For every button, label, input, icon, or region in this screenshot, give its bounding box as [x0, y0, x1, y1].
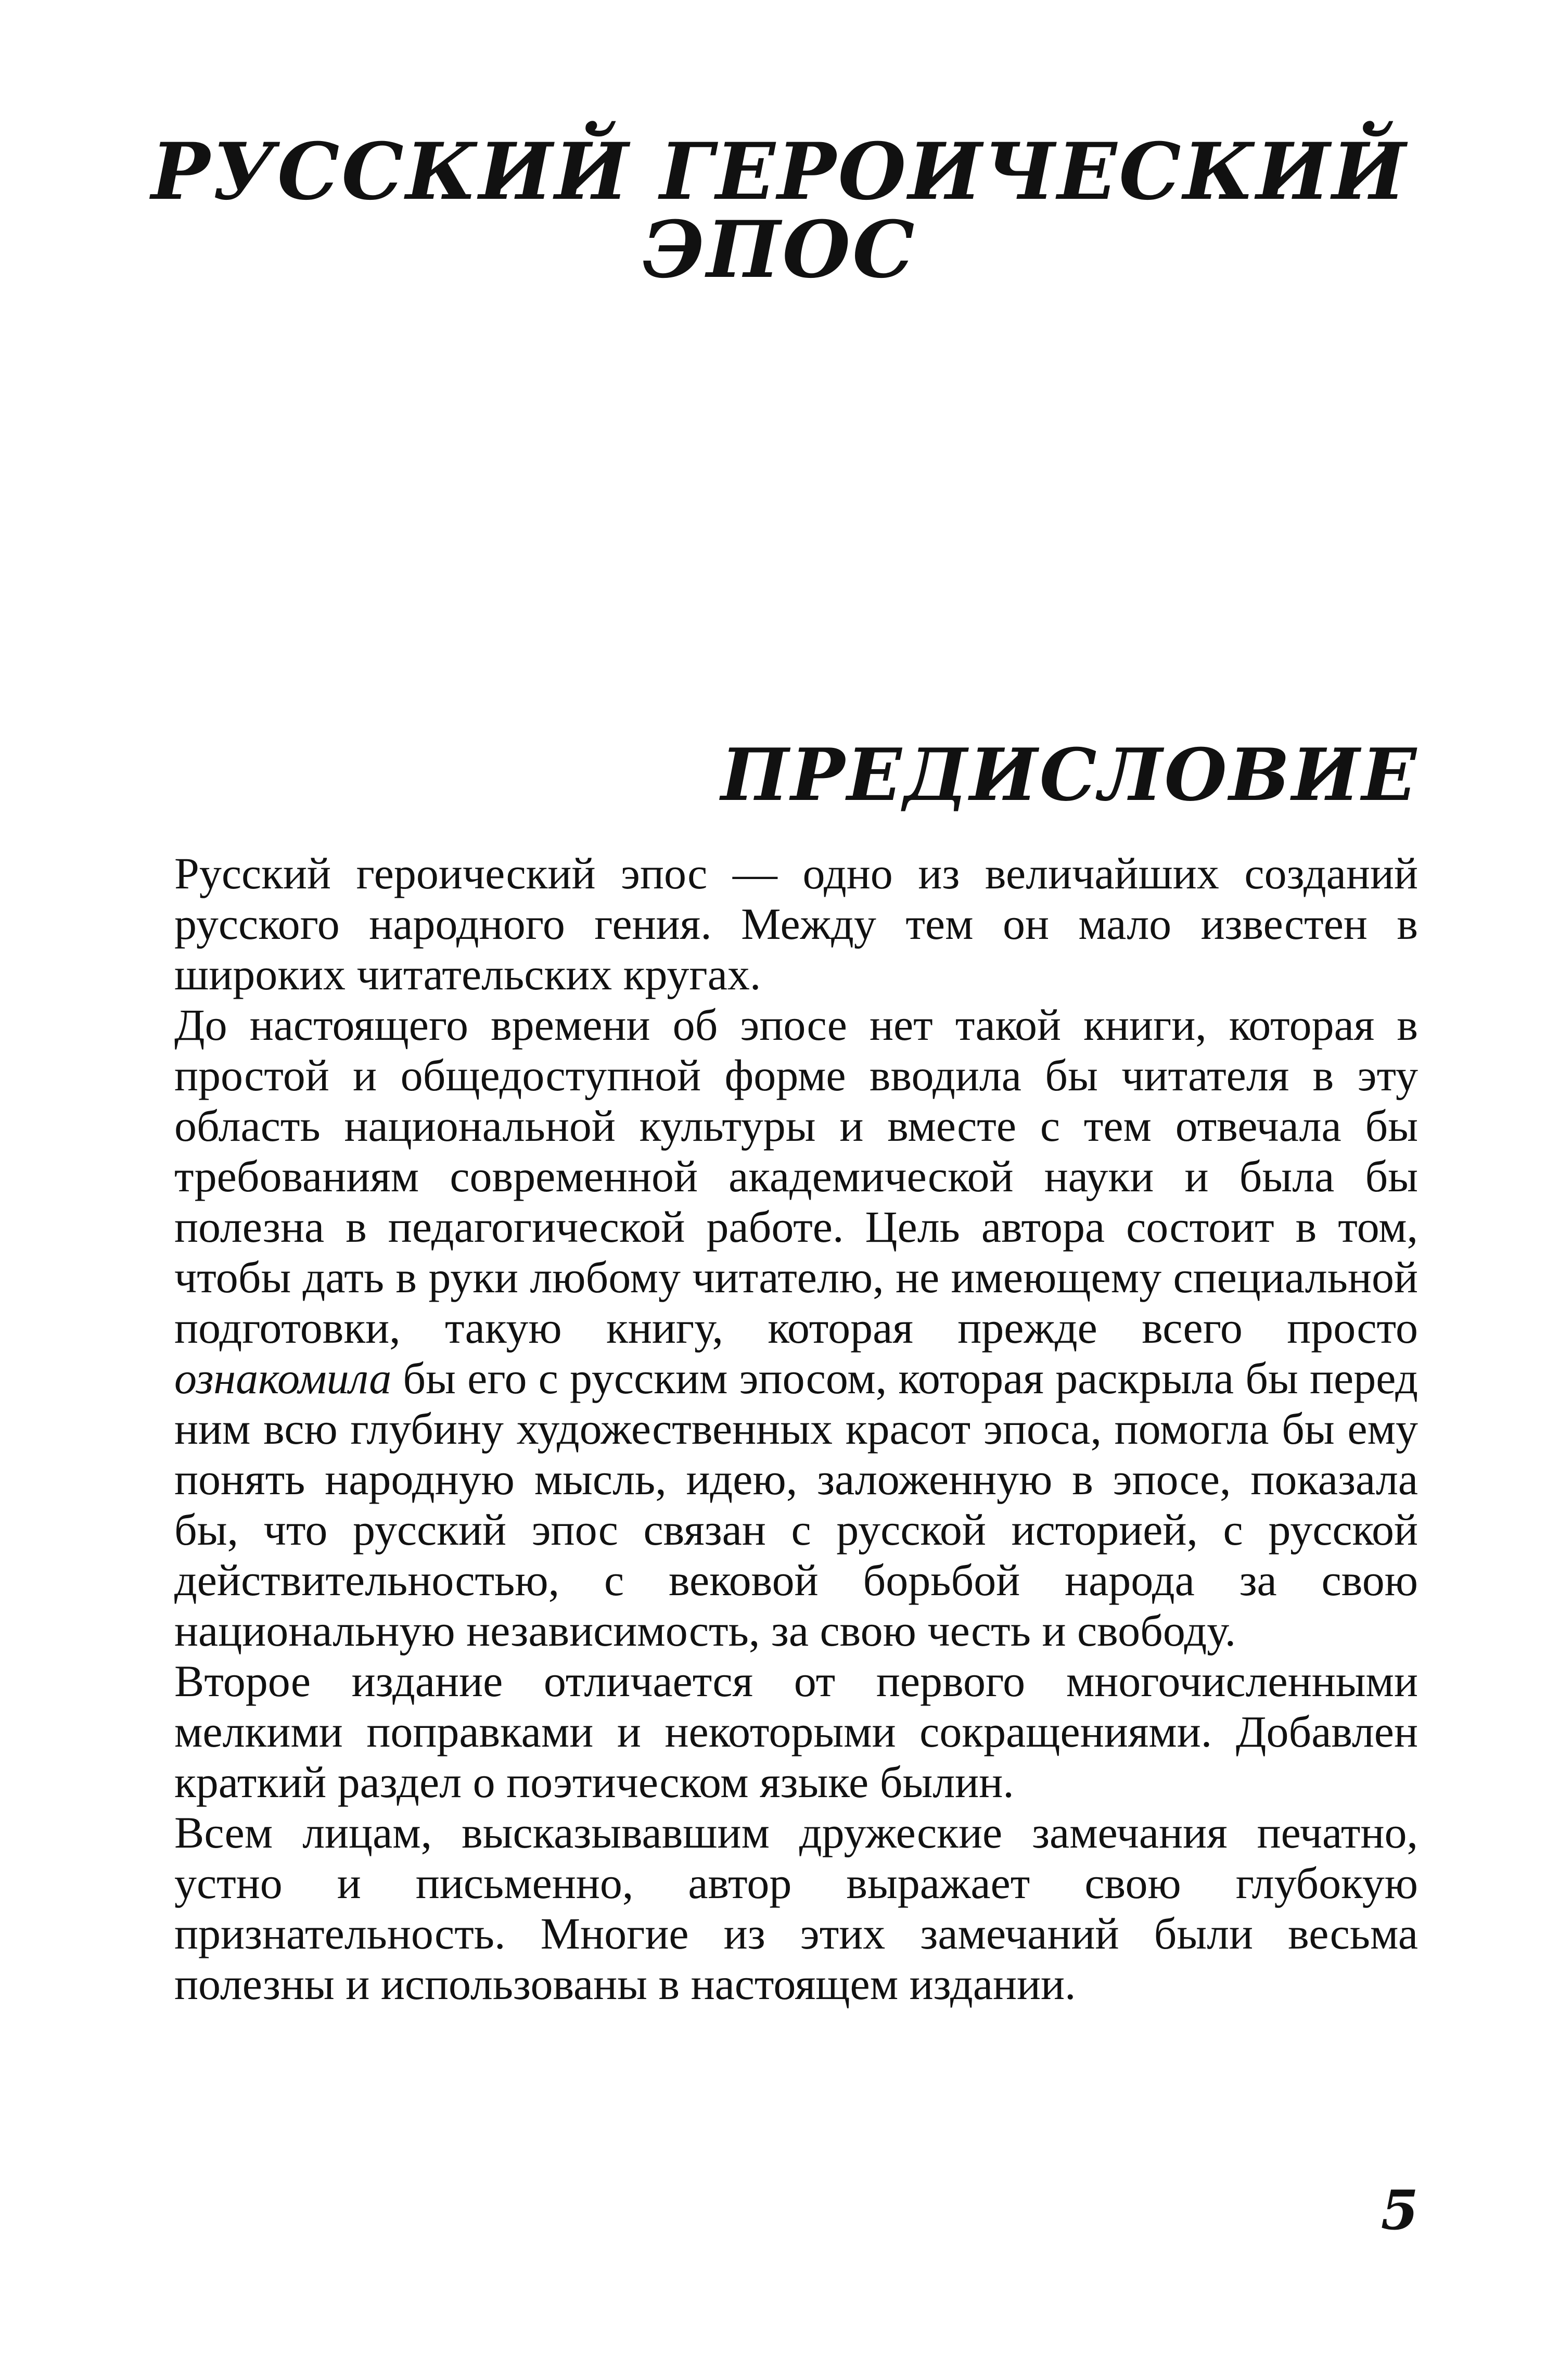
- paragraph-text: Второе издание отличается от первого многочисленными мелкими поправками и некоторыми сокращениями. Добавлен краткий раздел о поэтическом языке былин.: [174, 1656, 1418, 1807]
- body-text: [174, 848, 1418, 2009]
- paragraph: [174, 1000, 1418, 1656]
- paragraph-text: Всем лицам, высказывавшим дружеские замечания печатно, устно и письменно, автор выражает свою глубокую признательность. Многие из этих замечаний были весьма полезны и использованы в настоящем издании.: [174, 1808, 1418, 2009]
- paragraph: [174, 848, 1418, 1000]
- emphasis-text: ознакомила: [174, 1353, 392, 1403]
- paragraph-text: Русский героический эпос — одно из величайших созданий русского народного гения. Между тем он мало известен в широких читательских кругах.: [174, 848, 1418, 999]
- paragraph-text: До настоящего времени об эпосе нет такой книги, которая в простой и общедоступной форме вводила бы читателя в эту область национальной культуры и вместе с тем отвечала бы требованиям современной академической науки и была бы полезна в педагогической работе. Цель автора состоит в том, чтобы дать в руки любому читателю, не имеющему специальной подготовки, такую книгу, которая прежде всего просто: [174, 1000, 1418, 1353]
- paragraph: [174, 1656, 1418, 1808]
- running-head: РУССКИЙ ГЕРОИЧЕСКИЙ ЭПОС: [151, 126, 1408, 296]
- page-number: 5: [1381, 2178, 1419, 2242]
- paragraph-text: бы его с русским эпосом, которая раскрыла бы перед ним всю глубину художественных красот эпоса, помогла бы ему понять народную мысль, идею, заложенную в эпосе, показала бы, что русский эпос связан с русской историей, с русской действительностью, с вековой борьбой народа за свою национальную независимость, за свою честь и свободу.: [174, 1353, 1418, 1656]
- paragraph: [174, 1808, 1418, 2009]
- section-title: ПРЕДИСЛОВИЕ: [721, 732, 1419, 817]
